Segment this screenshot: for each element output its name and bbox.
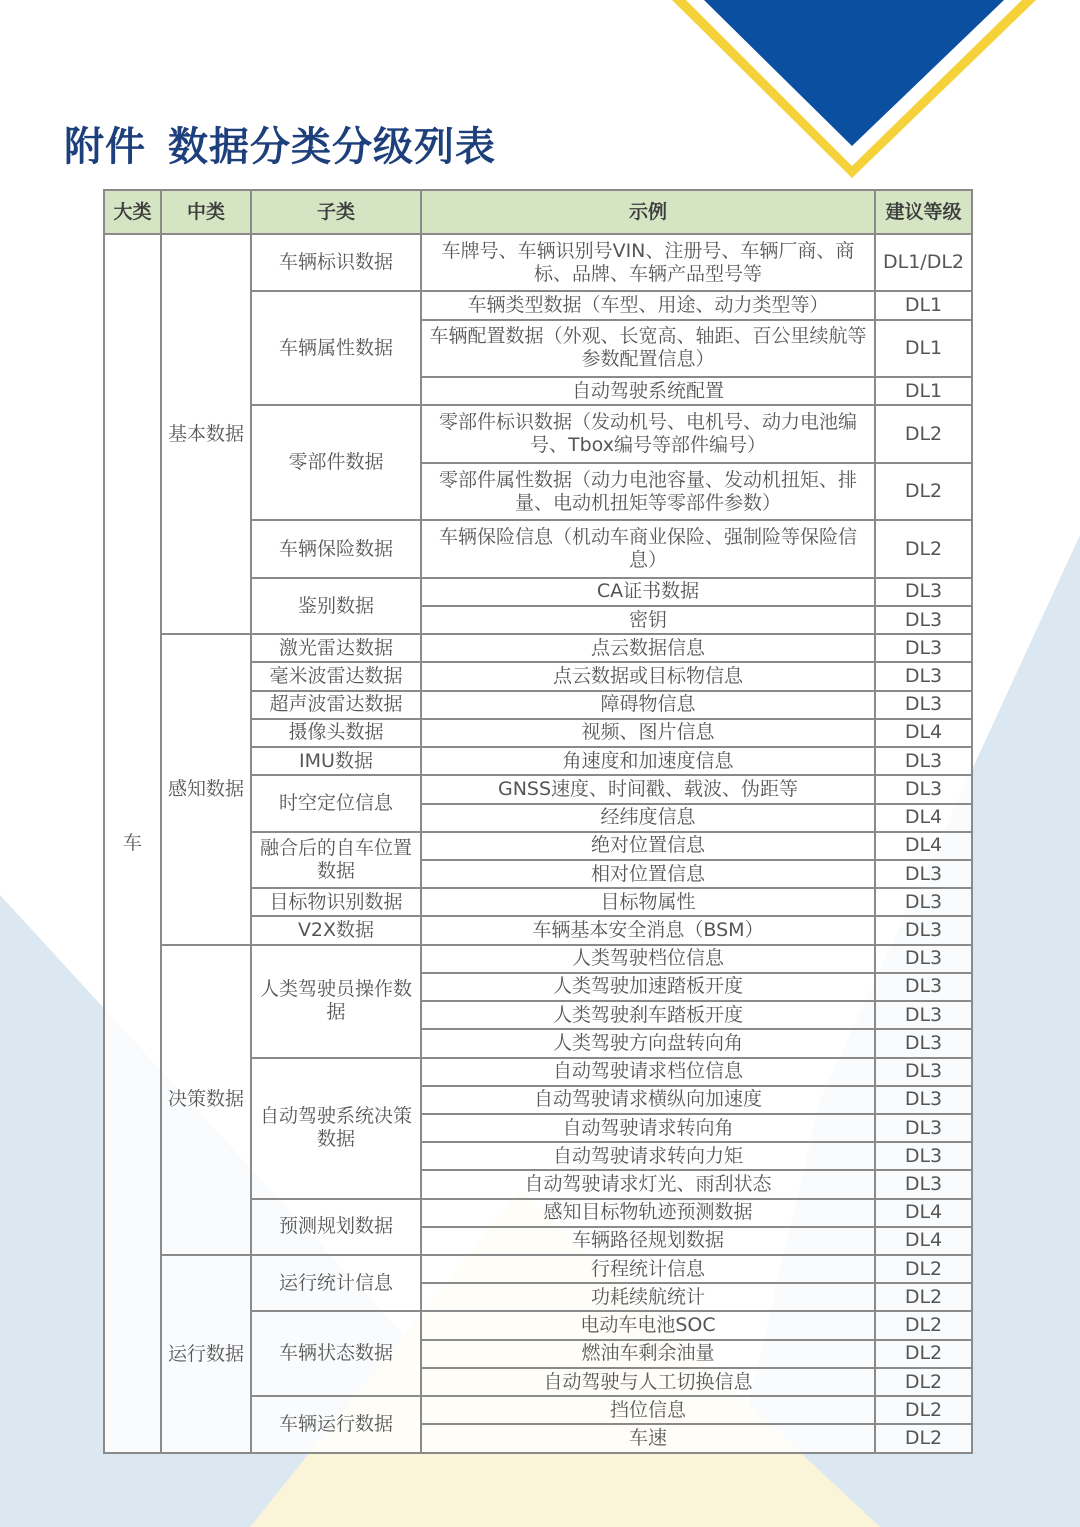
level-cell: DL3 xyxy=(875,606,972,634)
example-cell: 点云数据信息 xyxy=(421,634,875,662)
header-middle: 中类 xyxy=(161,190,251,234)
level-cell: DL4 xyxy=(875,719,972,747)
middle-category-decision: 决策数据 xyxy=(161,945,251,1255)
example-cell: 自动驾驶请求转向力矩 xyxy=(421,1142,875,1170)
level-cell: DL2 xyxy=(875,520,972,577)
example-cell: 点云数据或目标物信息 xyxy=(421,662,875,690)
example-cell: 人类驾驶档位信息 xyxy=(421,945,875,973)
level-cell: DL3 xyxy=(875,973,972,1001)
sub-category-cell: 车辆运行数据 xyxy=(251,1396,421,1453)
level-cell: DL3 xyxy=(875,747,972,775)
level-cell: DL2 xyxy=(875,463,972,520)
header-sub: 子类 xyxy=(251,190,421,234)
level-cell: DL3 xyxy=(875,888,972,916)
level-cell: DL3 xyxy=(875,945,972,973)
example-cell: GNSS速度、时间戳、载波、伪距等 xyxy=(421,775,875,803)
example-cell: 目标物属性 xyxy=(421,888,875,916)
title-part1: 附件 xyxy=(64,124,146,170)
example-cell: 视频、图片信息 xyxy=(421,719,875,747)
example-cell: 自动驾驶请求灯光、雨刮状态 xyxy=(421,1170,875,1198)
level-cell: DL3 xyxy=(875,634,972,662)
example-cell: 挡位信息 xyxy=(421,1396,875,1424)
table-row xyxy=(104,945,972,973)
sub-category-cell: 融合后的自车位置数据 xyxy=(251,832,421,888)
level-cell: DL4 xyxy=(875,804,972,832)
sub-category-cell: 毫米波雷达数据 xyxy=(251,662,421,690)
sub-category-cell: 目标物识别数据 xyxy=(251,888,421,916)
level-cell: DL3 xyxy=(875,1170,972,1198)
header-major: 大类 xyxy=(104,190,161,234)
example-cell: 零部件属性数据（动力电池容量、发动机扭矩、排量、电动机扭矩等零部件参数） xyxy=(421,463,875,520)
level-cell: DL1 xyxy=(875,291,972,319)
header-example: 示例 xyxy=(421,190,875,234)
example-cell: 车辆类型数据（车型、用途、动力类型等） xyxy=(421,291,875,319)
level-cell: DL4 xyxy=(875,1199,972,1227)
sub-category-cell: 运行统计信息 xyxy=(251,1255,421,1311)
example-cell: 燃油车剩余油量 xyxy=(421,1340,875,1368)
table-header-row xyxy=(104,190,972,234)
level-cell: DL2 xyxy=(875,1311,972,1339)
example-cell: 车速 xyxy=(421,1424,875,1453)
example-cell: 障碍物信息 xyxy=(421,691,875,719)
level-cell: DL3 xyxy=(875,578,972,606)
example-cell: 人类驾驶方向盘转向角 xyxy=(421,1029,875,1057)
example-cell: 角速度和加速度信息 xyxy=(421,747,875,775)
level-cell: DL3 xyxy=(875,662,972,690)
sub-category-cell: 零部件数据 xyxy=(251,405,421,520)
example-cell: CA证书数据 xyxy=(421,578,875,606)
level-cell: DL3 xyxy=(875,916,972,944)
level-cell: DL3 xyxy=(875,1029,972,1057)
level-cell: DL1 xyxy=(875,320,972,377)
level-cell: DL4 xyxy=(875,832,972,860)
example-cell: 绝对位置信息 xyxy=(421,832,875,860)
sub-category-cell: 车辆属性数据 xyxy=(251,291,421,405)
sub-category-cell: V2X数据 xyxy=(251,916,421,944)
level-cell: DL3 xyxy=(875,775,972,803)
middle-category-perception: 感知数据 xyxy=(161,634,251,944)
example-cell: 自动驾驶请求转向角 xyxy=(421,1114,875,1142)
level-cell: DL3 xyxy=(875,691,972,719)
level-cell: DL2 xyxy=(875,1283,972,1311)
example-cell: 自动驾驶系统配置 xyxy=(421,377,875,405)
major-category-cell: 车 xyxy=(104,234,161,1453)
example-cell: 自动驾驶与人工切换信息 xyxy=(421,1368,875,1396)
level-cell: DL4 xyxy=(875,1227,972,1255)
level-cell: DL2 xyxy=(875,1424,972,1453)
sub-category-cell: 鉴别数据 xyxy=(251,578,421,634)
sub-category-cell: 摄像头数据 xyxy=(251,719,421,747)
example-cell: 车辆配置数据（外观、长宽高、轴距、百公里续航等参数配置信息） xyxy=(421,320,875,377)
sub-category-cell: IMU数据 xyxy=(251,747,421,775)
example-cell: 车辆保险信息（机动车商业保险、强制险等保险信息） xyxy=(421,520,875,577)
level-cell: DL2 xyxy=(875,1340,972,1368)
level-cell: DL3 xyxy=(875,1086,972,1114)
table-row xyxy=(104,634,972,662)
sub-category-cell: 自动驾驶系统决策数据 xyxy=(251,1058,421,1199)
example-cell: 相对位置信息 xyxy=(421,860,875,888)
example-cell: 车辆基本安全消息（BSM） xyxy=(421,916,875,944)
title-part2: 数据分类分级列表 xyxy=(168,124,496,170)
sub-category-cell: 激光雷达数据 xyxy=(251,634,421,662)
sub-category-cell: 人类驾驶员操作数据 xyxy=(251,945,421,1058)
example-cell: 车辆路径规划数据 xyxy=(421,1227,875,1255)
example-cell: 自动驾驶请求横纵向加速度 xyxy=(421,1086,875,1114)
example-cell: 功耗续航统计 xyxy=(421,1283,875,1311)
example-cell: 密钥 xyxy=(421,606,875,634)
sub-category-cell: 车辆标识数据 xyxy=(251,234,421,291)
sub-category-cell: 车辆保险数据 xyxy=(251,520,421,577)
example-cell: 行程统计信息 xyxy=(421,1255,875,1283)
middle-category-operation: 运行数据 xyxy=(161,1255,251,1453)
sub-category-cell: 时空定位信息 xyxy=(251,775,421,831)
page-title xyxy=(64,115,496,172)
level-cell: DL3 xyxy=(875,1058,972,1086)
level-cell: DL3 xyxy=(875,860,972,888)
sub-category-cell: 预测规划数据 xyxy=(251,1199,421,1255)
table-row xyxy=(104,234,972,291)
level-cell: DL2 xyxy=(875,1396,972,1424)
level-cell: DL3 xyxy=(875,1114,972,1142)
example-cell: 经纬度信息 xyxy=(421,804,875,832)
sub-category-cell: 车辆状态数据 xyxy=(251,1311,421,1396)
sub-category-cell: 超声波雷达数据 xyxy=(251,691,421,719)
header-level: 建议等级 xyxy=(875,190,972,234)
example-cell: 车牌号、车辆识别号VIN、注册号、车辆厂商、商标、品牌、车辆产品型号等 xyxy=(421,234,875,291)
middle-category-basic: 基本数据 xyxy=(161,234,251,634)
example-cell: 人类驾驶刹车踏板开度 xyxy=(421,1001,875,1029)
example-cell: 感知目标物轨迹预测数据 xyxy=(421,1199,875,1227)
level-cell: DL2 xyxy=(875,405,972,462)
level-cell: DL1/DL2 xyxy=(875,234,972,291)
level-cell: DL2 xyxy=(875,1255,972,1283)
example-cell: 自动驾驶请求档位信息 xyxy=(421,1058,875,1086)
example-cell: 零部件标识数据（发动机号、电机号、动力电池编号、Tbox编号等部件编号） xyxy=(421,405,875,462)
level-cell: DL2 xyxy=(875,1368,972,1396)
data-classification-table xyxy=(103,189,973,1454)
table-row xyxy=(104,1255,972,1283)
level-cell: DL3 xyxy=(875,1001,972,1029)
example-cell: 电动车电池SOC xyxy=(421,1311,875,1339)
example-cell: 人类驾驶加速踏板开度 xyxy=(421,973,875,1001)
level-cell: DL3 xyxy=(875,1142,972,1170)
level-cell: DL1 xyxy=(875,377,972,405)
